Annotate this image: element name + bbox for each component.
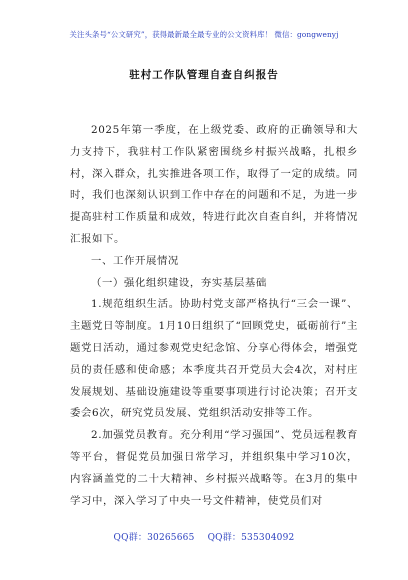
footer-contact (0, 532, 408, 544)
body-paragraph: 1.规范组织生活。协助村党支部严格执行“三会一课”、主题党日等制度。1月10日组织了“回顾党史，砥砺前行”主题党日活动，通过参观党史纪念馆、分享心得体会，增强党员的责任感和使命感；本季度共召开党员大会4次，对村庄发展规划、基础设施建设等重要事项进行讨论决策；召开支委会6次，研究党员发展、党组织活动安排等工作。 (70, 298, 358, 420)
document-body (70, 120, 358, 512)
footer-qq-group-2: QQ群：535304092 (207, 533, 295, 543)
subsection-heading: （一）强化组织建设，夯实基层基础 (91, 276, 267, 289)
body-paragraph: 2.加强党员教育。充分利用“学习强国”、党员远程教育等平台，督促党员加强日常学习，并组织集中学习10次，内容涵盖党的二十大精神、乡村振兴战略等。在3月的集中学习中，深入学习了中央一号文件精神，使党员们对 (70, 429, 358, 507)
intro-paragraph: 2025年第一季度，在上级党委、政府的正确领导和大力支持下，我驻村工作队紧密围绕乡村振兴战略，扎根乡村，深入群众，扎实推进各项工作，取得了一定的成绩。同时，我们也深刻认识到工作中存在的问题和不足，为进一步提高驻村工作质量和成效，特进行此次自查自纠，并将情况汇报如下。 (70, 124, 358, 245)
document-title: 驻村工作队管理自查自纠报告 (129, 69, 279, 81)
section-heading: 一、工作开展情况 (91, 254, 179, 267)
footer-qq-group-1: QQ群：30265665 (113, 533, 195, 543)
header-notice: 关注头条号“公文研究”，获得最新最全最专业的公文资料库！ 微信：gongwenyj (69, 30, 339, 39)
